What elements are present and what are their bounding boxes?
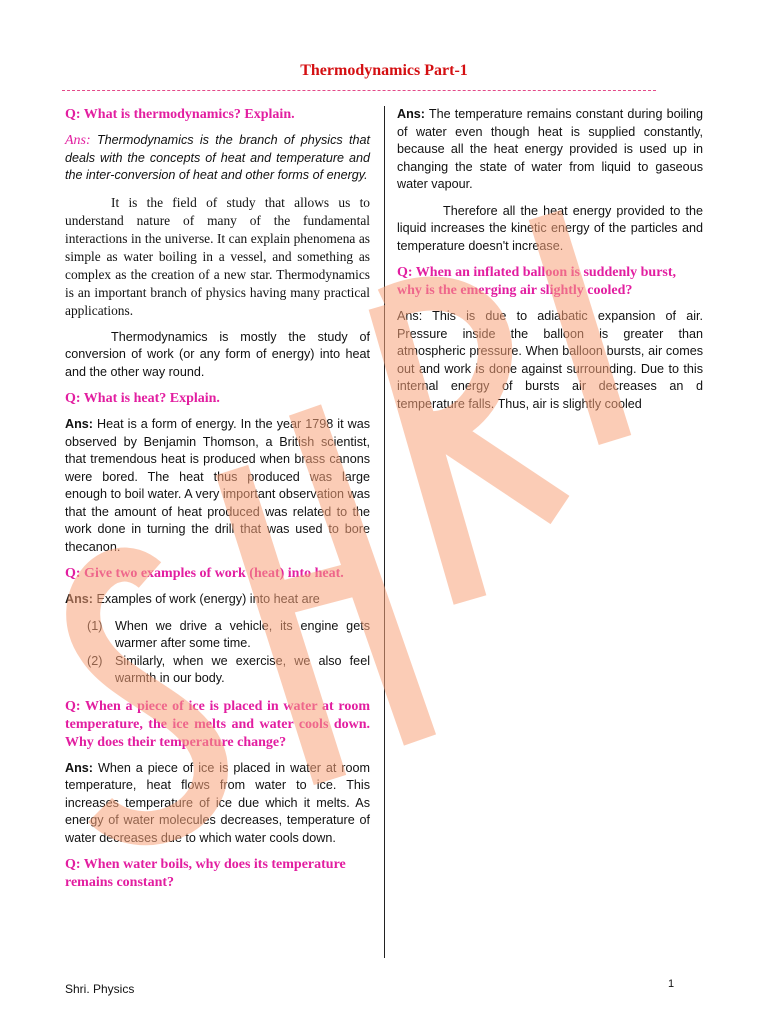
footer-brand: Shri. Physics: [65, 982, 135, 996]
page-number: 1: [668, 978, 675, 990]
question-balloon-burst: Q: When an inflated balloon is suddenly burst, why is the emerging air slightly cooled?: [397, 265, 677, 298]
list-item: [65, 618, 370, 653]
answer-text: Heat is a form of energy. In the year 1798 it was observed by Benjamin Thomson, a British scientist, that tremendous heat is produced when brass canons were bored. The heat thus produced was large enough to boil water. A very important observation was that the amount of heat produced was related to the work done in turning the drill that was used to bore thecanon.: [65, 417, 370, 554]
paragraph-conversion: Thermodynamics is mostly the study of conversion of work (or any form of energy) into heat and the other way round.: [65, 329, 370, 379]
answer-label: Ans:: [65, 133, 91, 148]
page-title: Thermodynamics Part-1: [300, 62, 468, 79]
answer-balloon-burst: Ans: This is due to adiabatic expansion of air. Pressure inside the balloon is greater than atmospheric pressure. When balloon bursts, air comes out and work is done against surrounding. Due to this internal energy of bursts air decreases an d temperature falls. Thus, air is slightly cooled: [397, 309, 703, 411]
answer-text: Examples of work (energy) into heat are: [96, 592, 320, 606]
title-divider: [62, 90, 656, 91]
list-item: [65, 653, 370, 688]
answer-text: Thermodynamics is the branch of physics that deals with the concepts of heat and temperature and the inter-conversion of heat and other forms of energy.: [65, 133, 371, 182]
answer-work-into-heat: [65, 591, 370, 609]
examples-list: [65, 618, 370, 688]
paragraph-kinetic-energy: Therefore all the heat energy provided to the liquid increases the kinetic energy of the particles and temperature doesn't increase.: [397, 203, 703, 253]
answer-ice-melts: [65, 760, 370, 848]
answer-label: Ans:: [65, 592, 93, 606]
answer-text: The temperature remains constant during boiling of water even though heat is supplied constantly, because all the heat energy provided is used up in changing the state of water from liquid to gaseous water vapour.: [397, 107, 703, 191]
question-heat: Q: What is heat? Explain.: [65, 391, 220, 406]
answer-label: Ans:: [397, 107, 425, 121]
question-work-into-heat: Q: Give two examples of work (heat) into heat.: [65, 566, 344, 581]
list-number: (1): [87, 618, 103, 633]
answer-water-boils: [397, 106, 703, 194]
list-text: When we drive a vehicle, its engine gets warmer after some time.: [115, 618, 370, 650]
question-water-boils: Q: When water boils, why does its temperature remains constant?: [65, 857, 346, 890]
list-number: (2): [87, 653, 103, 668]
question-ice-melts: Q: When a piece of ice is placed in water at room temperature, the ice melts and water cools down. Why does their temperature change?: [65, 698, 370, 750]
answer-heat: [65, 416, 370, 556]
paragraph-field-of-study: It is the field of study that allows us to understand nature of many of the fundamental interactions in the universe. It can explain phenomena as simple as water boiling in a vessel, and something as complex as the creation of a new star. Thermodynamics is an important branch of physics having many practical applications.: [65, 194, 370, 318]
answer-text: When a piece of ice is placed in water at room temperature, heat flows from water to ice. This increases temperature of ice due which it melts. As energy of water molecules decreases, temperature of water decreases due to which water cools down.: [65, 760, 370, 845]
answer-label: Ans:: [65, 760, 93, 775]
question-thermodynamics: Q: What is thermodynamics? Explain.: [65, 107, 295, 122]
answer-thermodynamics: [65, 132, 370, 185]
answer-label: Ans:: [65, 417, 93, 431]
column-divider: [384, 106, 385, 958]
left-column: [65, 106, 370, 900]
right-column: [397, 106, 703, 422]
list-text: Similarly, when we exercise, we also feel warmth in our body.: [115, 653, 370, 685]
